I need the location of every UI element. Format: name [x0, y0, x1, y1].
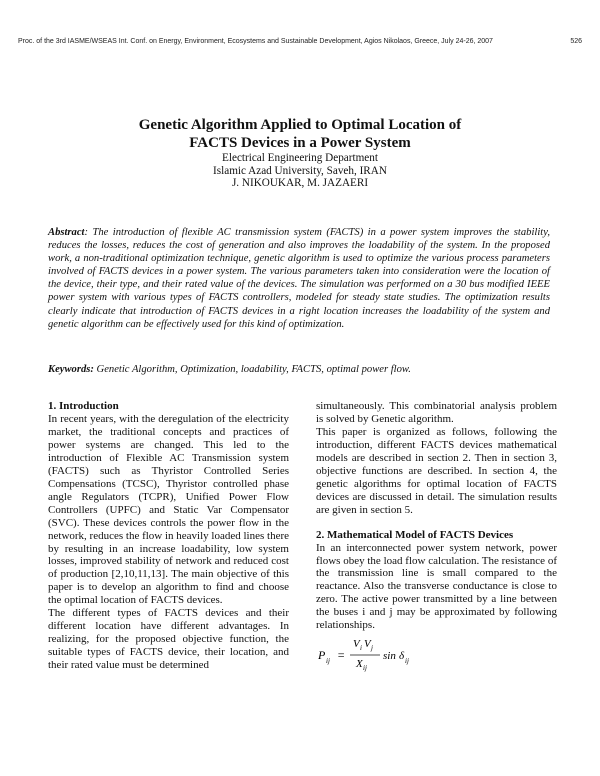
- section-2-heading: 2. Mathematical Model of FACTS Devices: [316, 528, 514, 541]
- eq-num-v2: V: [364, 638, 371, 651]
- proceedings-line: Proc. of the 3rd IASME/WSEAS Int. Conf. on Energy, Environment, Ecosystems and Sustainable Development, Agios Nikolaos, Greece, July 24-26, 2007: [18, 38, 493, 45]
- eq-equals: =: [337, 648, 346, 663]
- title-block: [50, 116, 550, 190]
- paper-title: [50, 116, 550, 152]
- intro-paragraph-2-continued: simultaneously. This combinatorial analysis problem is solved by Genetic algorithm.: [316, 400, 557, 425]
- authors: J. NIKOUKAR, M. JAZAERI: [231, 177, 369, 189]
- keywords-label: Keywords:: [48, 364, 94, 375]
- university: Islamic Azad University, Saveh, IRAN: [213, 164, 387, 177]
- section-2-paragraph-1: In an interconnected power system network, power flows obey the load flow calculation. The resistance of the transmission line is small compared to the reactance. Also the transverse conductance is close to zero. The active power transmitted by a line between the buses i and j may be approximated by following relationships.: [316, 541, 557, 632]
- eq-lhs: P: [318, 648, 326, 663]
- power-flow-equation: [316, 635, 557, 675]
- abstract: [48, 226, 550, 331]
- right-column: [316, 400, 557, 675]
- eq-num-sub2: j: [371, 644, 373, 653]
- eq-func: sin: [383, 650, 396, 663]
- page-number: 526: [570, 38, 582, 45]
- eq-den: X: [356, 658, 363, 671]
- title-line-1: Genetic Algorithm Applied to Optimal Location of: [138, 117, 462, 133]
- section-1-heading: 1. Introduction: [48, 400, 119, 412]
- left-column: [48, 400, 289, 672]
- title-line-2: FACTS Devices in a Power System: [189, 135, 411, 151]
- eq-delta-sub: ij: [405, 657, 409, 666]
- eq-num-v1: V: [353, 638, 360, 651]
- eq-den-sub: ij: [363, 664, 367, 673]
- intro-paragraph-1: In recent years, with the deregulation of the electricity market, the traditional concepts and practices of power systems are changed. This led to the introduction of Flexible AC Transmission system (FACTS) such as Thyristor Controlled Series Compensations (TCSC), Thyristor controlled phase angle Regulators (TCPR), Unified Power Flow Controllers (UPFC) and Static Var Compensator (SVC). These devices controls the power flow in the network, reduces the flow in heavily loaded lines there by resulting in an increase loadability, low system losses, improved stability of network and reduced cost of production [2,10,11,13]. The main objective of this paper is to develop an algorithm to find and choose the optimal location of FACTS devices.: [48, 413, 290, 607]
- keywords-text: Genetic Algorithm, Optimization, loadability, FACTS, optimal power flow.: [93, 364, 411, 375]
- abstract-label: Abstract: [48, 227, 85, 238]
- intro-paragraph-2: The different types of FACTS devices and their different location have different advantages. In realizing, for the proposed objective function, the suitable types of FACTS device, their location, and their rated value must be determined: [48, 607, 289, 672]
- abstract-text: : The introduction of flexible AC transmission system (FACTS) in a power system improves the stability, reduces the losses, reduces the cost of generation and also improves the loadability of the system. In the proposed work, a non-traditional optimization technique, genetic algorithm is used to optimize the various process parameters involved of FACTS devices in a power system. The various parameters taken into consideration were the location of the device, their type, and their rated value of the devices. The simulation was performed on a 30 bus modified IEEE power system with various types of FACTS controllers, modeled for steady state studies. The optimization results clearly indicate that introduction of FACTS devices in a right location increases the loadability of the system and genetic algorithm can be effectively used for this kind of optimization.: [48, 227, 550, 330]
- eq-delta: δ: [399, 650, 405, 663]
- equation-graphic: [316, 635, 466, 675]
- eq-lhs-sub: ij: [326, 657, 330, 666]
- department: Electrical Engineering Department: [222, 152, 378, 164]
- keywords: [48, 363, 550, 376]
- intro-paragraph-3: This paper is organized as follows, following the introduction, different FACTS devices mathematical models are described in section 2. Then in section 3, objective functions are described. In section 4, the genetic algorithms for optimal location of FACTS devices are discussed in detail. The simulation results are given in section 5.: [316, 425, 557, 516]
- running-header: [18, 38, 582, 45]
- eq-num-sub1: i: [360, 644, 362, 653]
